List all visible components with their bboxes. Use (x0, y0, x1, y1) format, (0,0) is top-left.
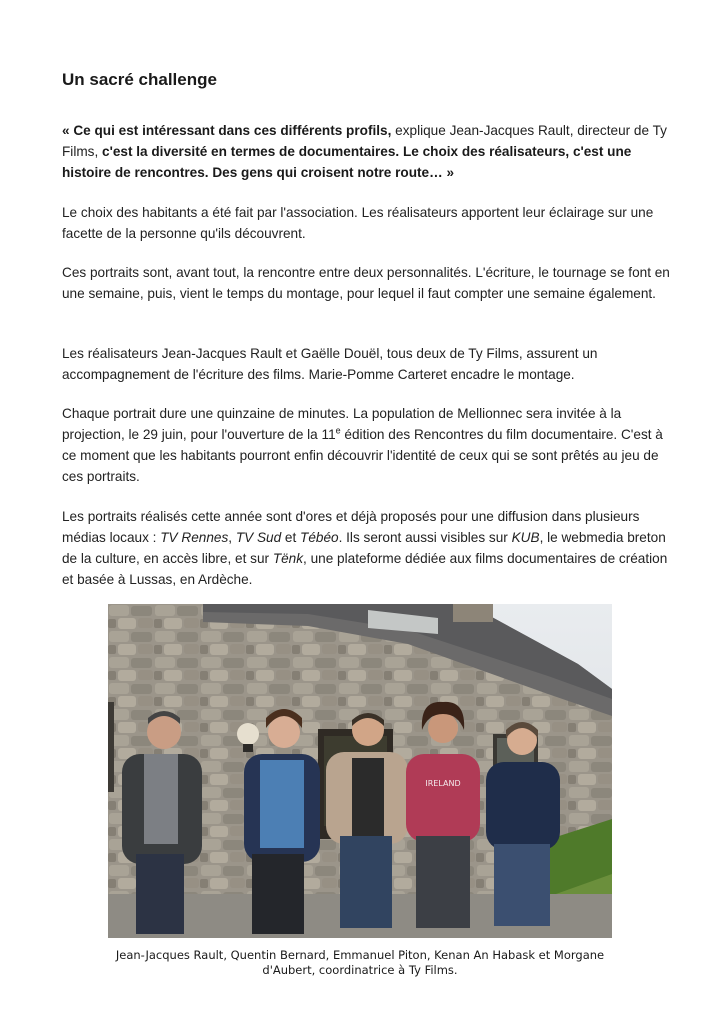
quote-part-a: « Ce qui est intéressant dans ces différents profils, (62, 123, 392, 138)
paragraph-projection (62, 403, 672, 487)
edition-superscript: e (335, 425, 341, 436)
media-tv-sud: TV Sud (235, 530, 282, 545)
quote-part-b: c'est la diversité en termes de documentaires. Le choix des réalisateurs, c'est une histoire de rencontres. Des gens qui croisent notre route… » (62, 144, 632, 180)
photo-caption: Jean-Jacques Rault, Quentin Bernard, Emmanuel Piton, Kenan An Habask et Morgane d'Aubert, coordinatrice à Ty Films. (115, 948, 605, 977)
group-photo (108, 604, 612, 938)
diffusion-text-c: , le webmedia breton de la culture, en accès libre, et sur (62, 530, 666, 566)
quote-attribution: explique Jean-Jacques Rault, directeur de Ty Films, (62, 123, 667, 159)
media-kub: KUB (511, 530, 540, 545)
projection-text-a: Chaque portrait dure une quinzaine de minutes. La population de Mellionnec sera invitée à la projection, le 29 juin, pour l'ouverture de la 11 (62, 406, 622, 442)
shirt-text: IRELAND (425, 779, 461, 788)
paragraph-habitants: Le choix des habitants a été fait par l'association. Les réalisateurs apportent leur éclairage sur une facette de la personne qu'ils découvrent. (62, 205, 654, 241)
media-tv-rennes: TV Rennes (160, 530, 229, 545)
paragraph-quote (62, 120, 672, 183)
diffusion-text-b: . Ils seront aussi visibles sur (338, 530, 512, 545)
diffusion-sep-2: et (281, 530, 301, 545)
section-heading: Un sacré challenge (62, 70, 217, 89)
paragraph-diffusion (62, 506, 672, 590)
diffusion-text-a: Les portraits réalisés cette année sont d'ores et déjà proposés pour une diffusion dans plusieurs médias locaux : (62, 509, 640, 545)
diffusion-sep-1: , (228, 530, 236, 545)
paragraph-portraits: Ces portraits sont, avant tout, la rencontre entre deux personnalités. L'écriture, le tournage se font en une semaine, puis, vient le temps du montage, pour lequel il faut compter une semaine également. (62, 265, 670, 301)
diffusion-text-d: , une plateforme dédiée aux films documentaires de création et basée à Lussas, en Ardèche. (62, 551, 668, 587)
paragraph-realisateurs: Les réalisateurs Jean-Jacques Rault et Gaëlle Douël, tous deux de Ty Films, assurent un accompagnement de l'écriture des films. Marie-Pomme Carteret encadre le montage. (62, 346, 598, 382)
media-tenk: Tënk (272, 551, 304, 566)
media-tebeo: Tébéo (300, 530, 339, 545)
projection-text-b: édition des Rencontres du film documentaire. C'est à ce moment que les habitants pourront enfin découvrir l'identité de ceux qui se sont prêtés au jeu de ces portraits. (62, 427, 663, 484)
